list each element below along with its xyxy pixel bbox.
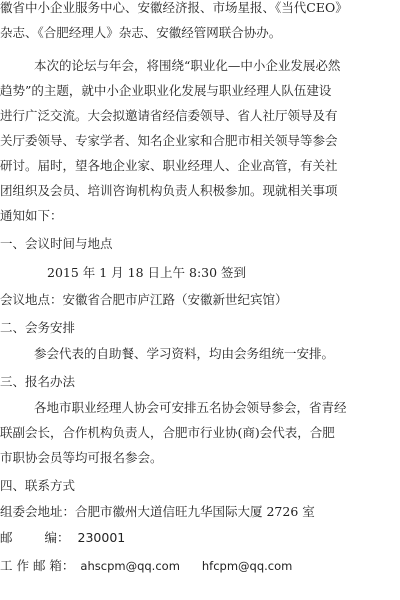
email-label: 工 作 邮 箱： <box>0 558 75 573</box>
section-2-text: 参会代表的自助餐、学习资料，均由会务组统一安排。 <box>34 346 335 361</box>
paragraph-2-line-4: 关厅委领导、专家学者、知名企业家和合肥市相关领导等参会 <box>0 133 338 148</box>
postcode-label-second-char: 编： <box>44 530 70 545</box>
section-3-heading: 三、报名办法 <box>0 374 76 389</box>
contact-email <box>0 556 400 576</box>
contact-address: 组委会地址：合肥市徽州大道信旺九华国际大厦 2726 室 <box>0 504 315 519</box>
postcode-value: 230001 <box>77 530 126 545</box>
section-3-line-3: 市职协会员等均可报名参会。 <box>0 450 163 465</box>
section-4-heading: 四、联系方式 <box>0 478 76 493</box>
paragraph-2-line-3: 进行广泛交流。大会拟邀请省经信委领导、省人社厅领导及有 <box>0 108 338 123</box>
email-address-2[interactable]: hfcpm@qq.com <box>201 559 293 573</box>
meeting-place: 会议地点：安徽省合肥市庐江路（安徽新世纪宾馆） <box>0 292 288 307</box>
contact-postcode <box>0 528 400 548</box>
section-3-line-2: 联副会长，合作机构负责人，合肥市行业协(商)会代表，合肥 <box>0 425 335 440</box>
meeting-time: 2015 年 1 月 18 日上午 8:30 签到 <box>47 265 247 280</box>
section-2-heading: 二、会务安排 <box>0 320 76 335</box>
paragraph-2-line-2: 趋势”的主题，就中小企业职业化发展与职业经理人队伍建设 <box>0 83 332 98</box>
postcode-label-first-char: 邮 <box>0 530 13 545</box>
section-3-line-1: 各地市职业经理人协会可安排五名协会领导参会，省青经 <box>34 400 347 415</box>
paragraph-2-line-7: 通知如下： <box>0 208 63 223</box>
paragraph-2-line-1: 本次的论坛与年会，将围绕“职业化—中小企业发展必然 <box>34 58 341 73</box>
email-address-1[interactable]: ahscpm@qq.com <box>80 559 180 573</box>
paragraph-2-line-6: 团组织及会员、培训咨询机构负责人积极参加。现就相关事项 <box>0 183 338 198</box>
intro-line-2: 杂志、《合肥经理人》杂志、安徽经管网联合协办。 <box>0 25 282 40</box>
section-1-heading: 一、会议时间与地点 <box>0 236 113 251</box>
intro-line-1: 徽省中小企业服务中心、安徽经济报、市场星报、《当代CEO》 <box>0 0 348 15</box>
paragraph-2-line-5: 研讨。届时，望各地企业家、职业经理人、企业高管，有关社 <box>0 158 338 173</box>
